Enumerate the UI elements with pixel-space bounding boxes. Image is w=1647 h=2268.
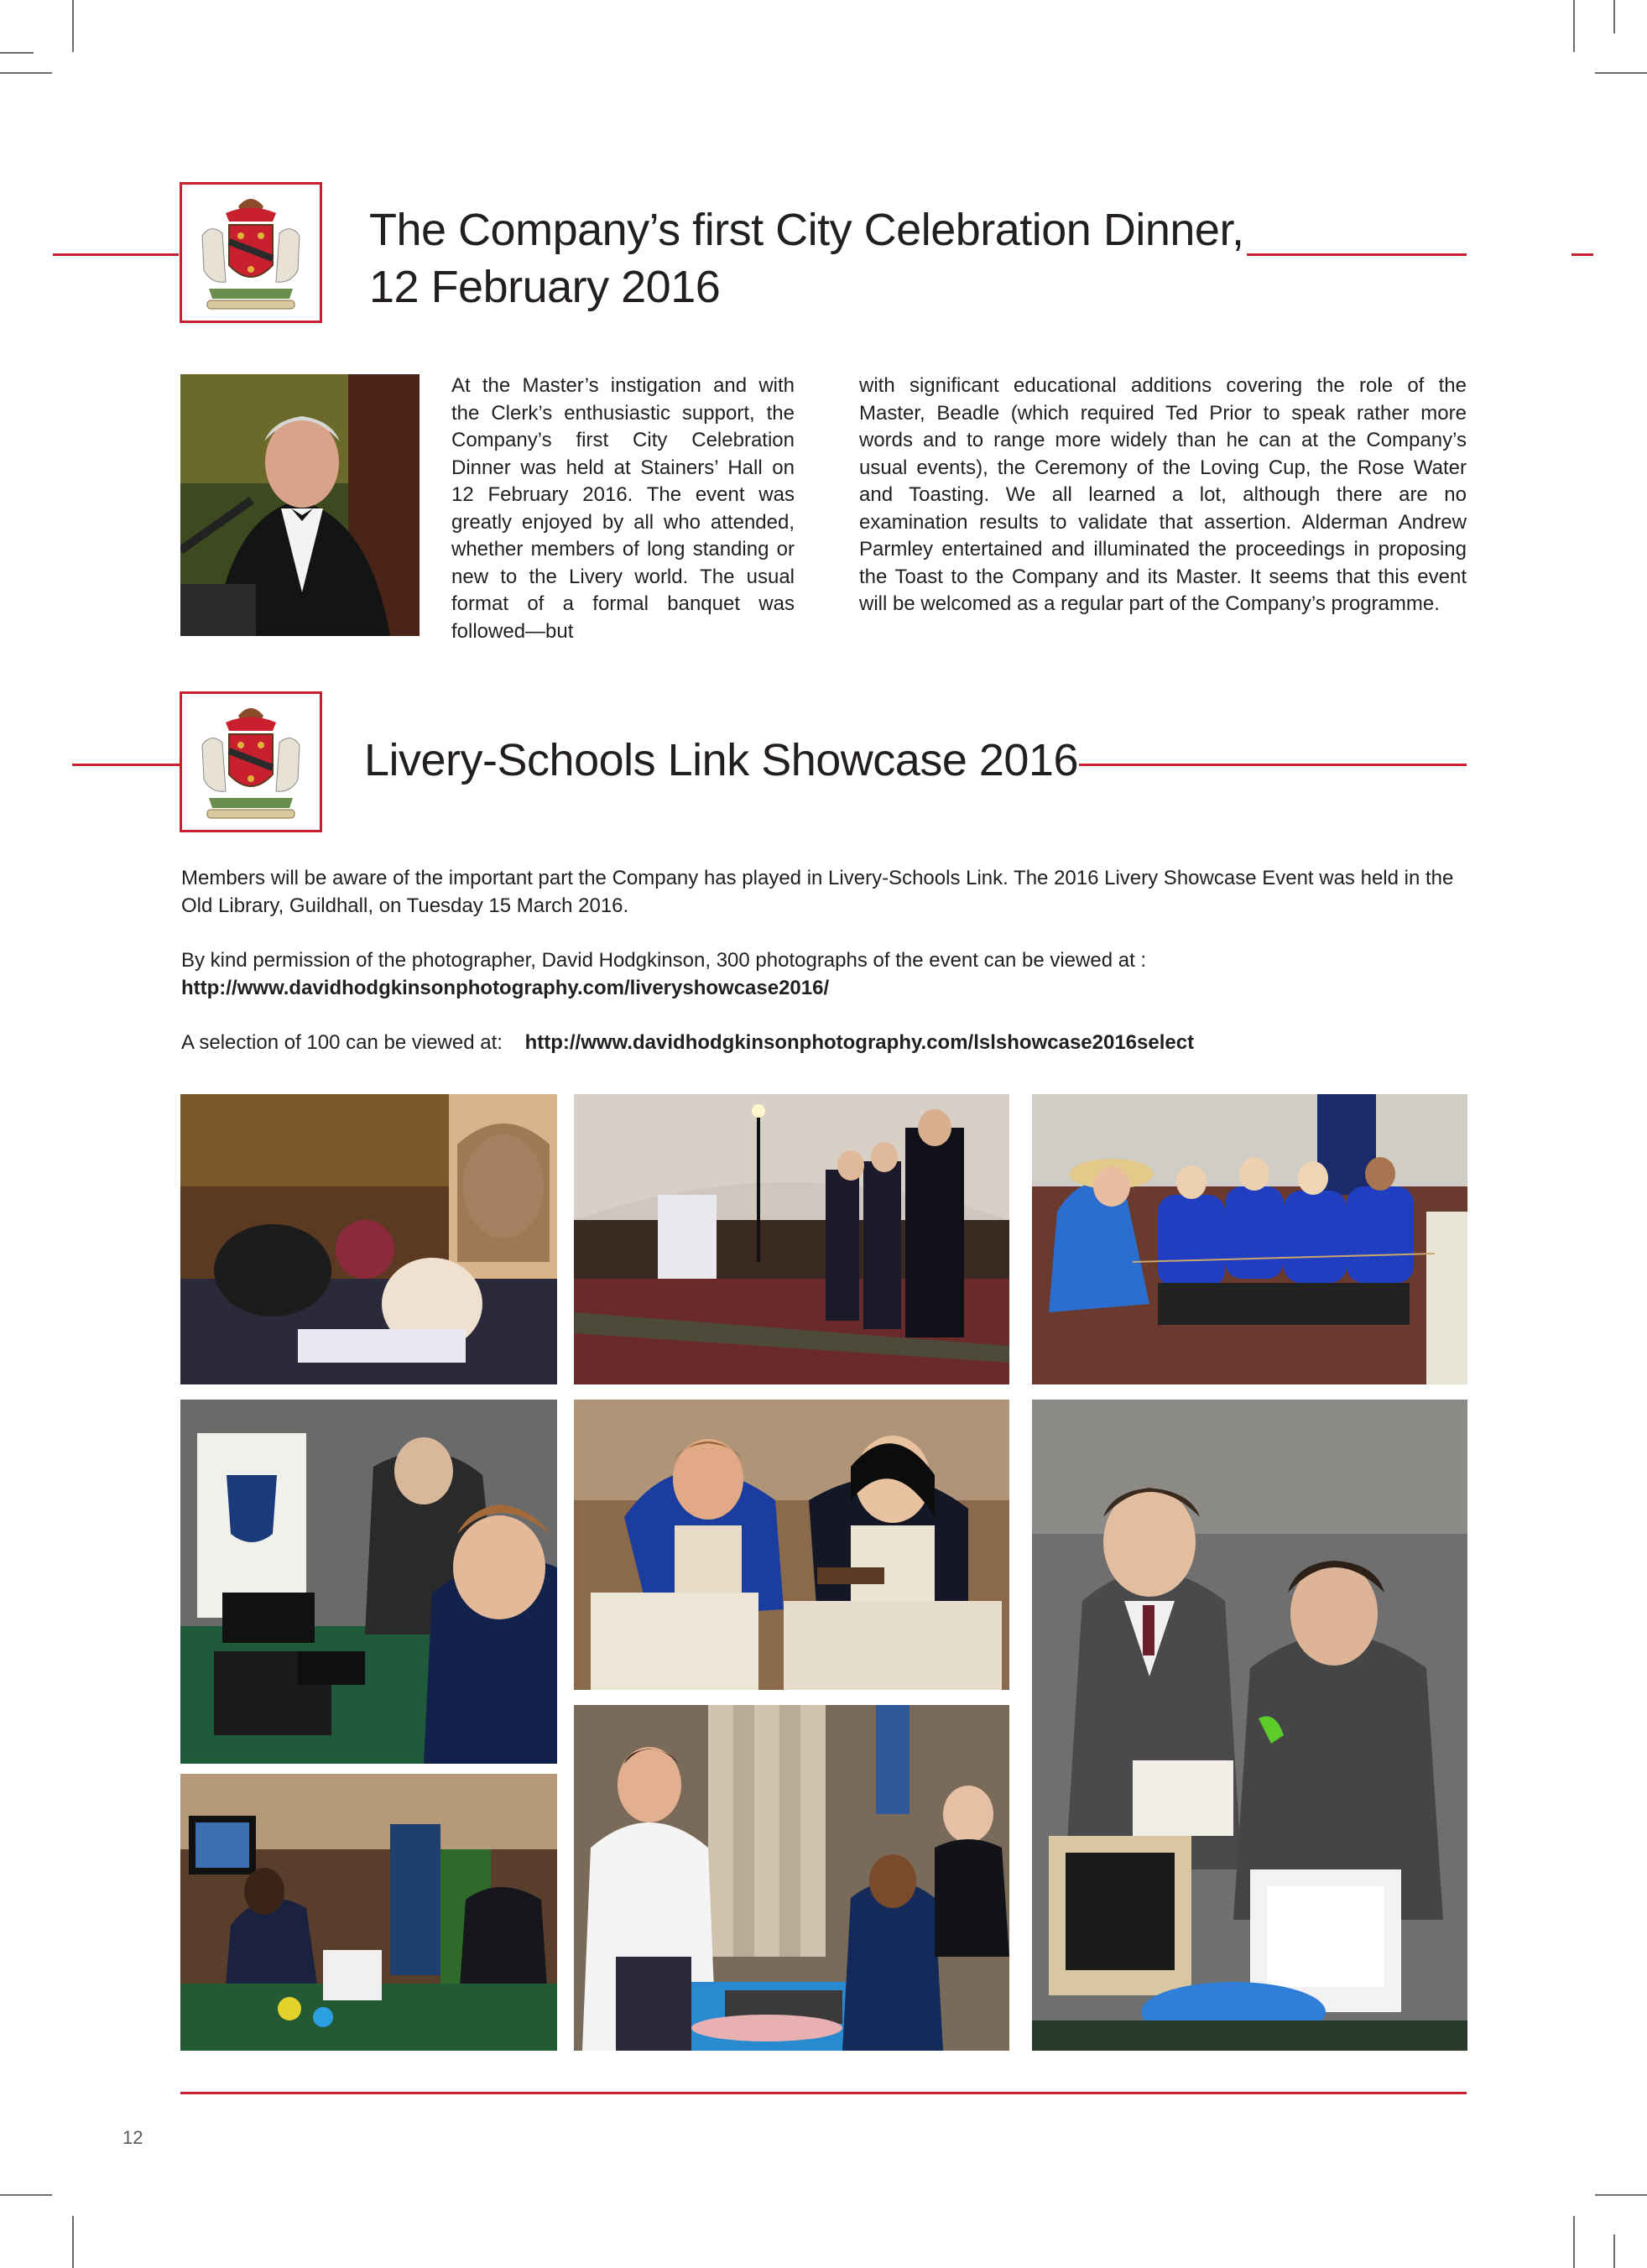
page-number: 12 (122, 2127, 143, 2148)
section1-title-line2: 12 February 2016 (369, 262, 721, 312)
photo-flight-simulator (180, 1400, 557, 1764)
crop-mark (1595, 2194, 1647, 2196)
section-rule-right (1079, 764, 1467, 766)
photo-rope-making (1032, 1094, 1467, 1384)
crop-mark (72, 0, 74, 52)
photo-master-speaking (180, 374, 420, 636)
crop-mark (1595, 72, 1647, 74)
section-rule-left (53, 253, 179, 256)
crop-mark (72, 2216, 74, 2268)
photo-dance-workshop (574, 1094, 1009, 1384)
coat-of-arms-icon (192, 699, 310, 825)
section-rule-left (72, 764, 180, 766)
section2-title: Livery-Schools Link Showcase 2016 (364, 735, 1078, 785)
photo-3d-printing (1032, 1400, 1467, 2051)
margin-tick (1571, 253, 1593, 256)
section1-title-line1: The Company’s first City Celebration Dinner, (369, 205, 1244, 255)
section2-intro: Members will be aware of the important part the Company has played in Livery-Schools Link. The 2016 Livery Showcase Event was held in the Old Library, Guildhall, on Tuesday 15 March 2016. (181, 867, 1454, 917)
crop-mark (1573, 0, 1575, 52)
crop-mark (1613, 2234, 1615, 2268)
section2-selection (181, 1029, 1465, 1056)
crop-mark (1573, 2216, 1575, 2268)
crest-logo-1 (180, 182, 322, 323)
section1-column-1: At the Master’s instigation and with the Clerk’s enthusiastic support, the Company’s first City Celebration Dinner was held at Stainers’ Hall on 12 February 2016. The event was greatly enjoyed by all who attended, whether members of long standing or new to the Livery world. The usual format of a formal banquet was followed—but (451, 374, 795, 643)
link-full-gallery[interactable]: http://www.davidhodgkinsonphotography.com/liveryshowcase2016/ (181, 977, 830, 999)
photo-showcase-stands (180, 1094, 557, 1384)
section1-title (369, 201, 1243, 315)
section1-column-2: with significant educational additions covering the role of the Master, Beadle (which required Ted Prior to speak rather more words and to range more widely than he can at the Company’s usual events), the Ceremony of the Loving Cup, the Rose Water and Toasting. We all learned a lot, although there are no examination results to validate that assertion. Alderman Andrew Parmley entertained and illuminated the proceedings in proposing the Toast to the Company and its Master. It seems that this event will be welcomed as a regular part of the Company’s programme. (859, 374, 1467, 615)
link-selection-gallery[interactable]: http://www.davidhodgkinsonphotography.com/lslshowcase2016select (524, 1031, 1195, 1054)
section2-permission (181, 946, 1465, 1002)
photo-stone-carving (574, 1400, 1009, 1690)
crest-logo-2 (180, 691, 322, 832)
crop-mark (0, 2194, 52, 2196)
permission-text: By kind permission of the photographer, David Hodgkinson, 300 photographs of the event can be viewed at : (181, 949, 1147, 972)
crop-mark (0, 52, 34, 54)
coat-of-arms-icon (192, 190, 310, 315)
selection-text: A selection of 100 can be viewed at: (181, 1031, 503, 1054)
photo-exhibition-stand (180, 1774, 557, 2051)
section-rule-right (1247, 253, 1467, 256)
crop-mark (0, 72, 52, 74)
bottom-rule (180, 2092, 1467, 2094)
crop-mark (1613, 0, 1615, 34)
photo-chef-demonstration (574, 1705, 1009, 2051)
